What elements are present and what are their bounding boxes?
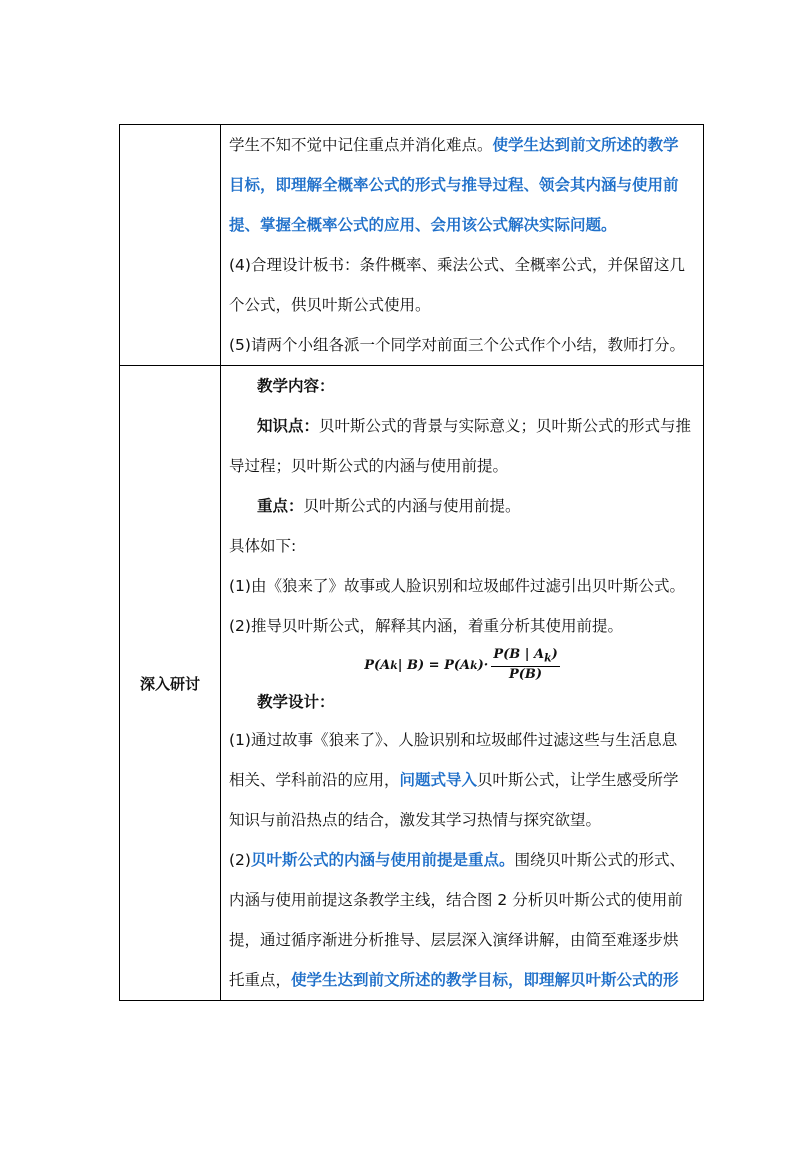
formula-lhs-rest: | B) = P(A <box>397 657 471 673</box>
detail-item-1: (1)由《狼来了》故事或人脸识别和垃圾邮件过滤引出贝叶斯公式。 <box>229 577 685 595</box>
row2-content <box>221 366 703 1000</box>
text-line <box>229 960 695 1000</box>
table-row <box>120 125 704 366</box>
key-point-line <box>229 486 695 526</box>
body-text: 内涵与使用前提这条教学主线，结合图 2 分析贝叶斯公式的使用前 <box>229 891 683 909</box>
formula-num-b: ) <box>551 646 558 662</box>
highlight-text: 贝叶斯公式的内涵与使用前提是重点。 <box>250 851 515 869</box>
text-line <box>229 125 695 165</box>
content-heading: 教学内容： <box>257 377 335 395</box>
text-line <box>229 760 695 800</box>
body-text: (2) <box>229 851 251 869</box>
highlight-text: 问题式导入 <box>399 771 478 789</box>
formula-denominator: P(B) <box>509 667 543 683</box>
text-line <box>229 800 695 840</box>
detail-item-2: (2)推导贝叶斯公式，解释其内涵，着重分析其使用前提。 <box>229 617 623 635</box>
knowledge-text-1: 贝叶斯公式的背景与实际意义；贝叶斯公式的形式与推 <box>319 417 692 435</box>
body-text: 知识与前沿热点的结合，激发其学习热情与探究欲望。 <box>229 811 602 829</box>
highlight-text: 提、掌握全概率公式的应用、会用该公式解决实际问题。 <box>229 216 617 234</box>
body-text: 托重点， <box>229 971 292 989</box>
row1-content-cell <box>221 125 704 366</box>
formula-lhs-sub: k <box>390 658 398 672</box>
design-lines <box>229 720 695 1000</box>
body-text: (5)请两个小组各派一个同学对前面三个公式作个小结，教师打分。 <box>229 336 685 354</box>
lesson-plan-table <box>119 124 704 1001</box>
body-text: 个公式，供贝叶斯公式使用。 <box>229 296 431 314</box>
knowledge-line-1 <box>229 406 695 446</box>
formula-numerator <box>491 647 559 668</box>
design-heading: 教学设计： <box>257 693 335 711</box>
body-text: 学生不知不觉中记住重点并消化难点。 <box>229 136 493 154</box>
section-label-cell <box>120 366 221 1001</box>
formula-mid-rest: )· <box>477 657 489 673</box>
key-text: 贝叶斯公式的内涵与使用前提。 <box>303 497 521 515</box>
formula-mid-sub: k <box>470 658 478 672</box>
table-row <box>120 366 704 1001</box>
text-line <box>229 720 695 760</box>
text-line <box>229 285 695 325</box>
formula-lhs: P(A <box>364 657 391 673</box>
row1-content <box>221 125 703 365</box>
text-line <box>229 245 695 285</box>
knowledge-line-2: 导过程；贝叶斯公式的内涵与使用前提。 <box>229 457 509 475</box>
knowledge-label: 知识点： <box>257 417 320 435</box>
highlight-text: 目标，即理解全概率公式的形式与推导过程、领会其内涵与使用前 <box>229 176 679 194</box>
highlight-text: 使学生达到前文所述的教学 <box>492 136 679 154</box>
text-line <box>229 205 695 245</box>
body-text: 提，通过循序渐进分析推导、层层深入演绎讲解，由简至难逐步烘 <box>229 931 679 949</box>
formula-fraction <box>491 647 559 684</box>
details-intro: 具体如下: <box>229 537 297 555</box>
body-text: (1)通过故事《狼来了》、人脸识别和垃圾邮件过滤这些与生活息息 <box>229 731 678 749</box>
body-text: 相关、学科前沿的应用， <box>229 771 400 789</box>
text-line <box>229 840 695 880</box>
text-line <box>229 880 695 920</box>
text-line <box>229 325 695 365</box>
body-text: (4)合理设计板书：条件概率、乘法公式、全概率公式，并保留这几 <box>229 256 685 274</box>
row2-content-cell <box>221 366 704 1001</box>
bayes-formula <box>229 646 695 684</box>
formula-num-a: P(B | A <box>493 646 545 662</box>
section-label: 深入研讨 <box>139 674 200 693</box>
formula-num-sub: k <box>544 651 552 665</box>
highlight-text: 使学生达到前文所述的教学目标，即理解贝叶斯公式的形 <box>291 971 679 989</box>
text-line <box>229 165 695 205</box>
row1-label-cell <box>120 125 221 366</box>
body-text: 围绕贝叶斯公式的形式、 <box>514 851 685 869</box>
key-label: 重点： <box>257 497 304 515</box>
text-line <box>229 920 695 960</box>
body-text: 贝叶斯公式，让学生感受所学 <box>477 771 679 789</box>
